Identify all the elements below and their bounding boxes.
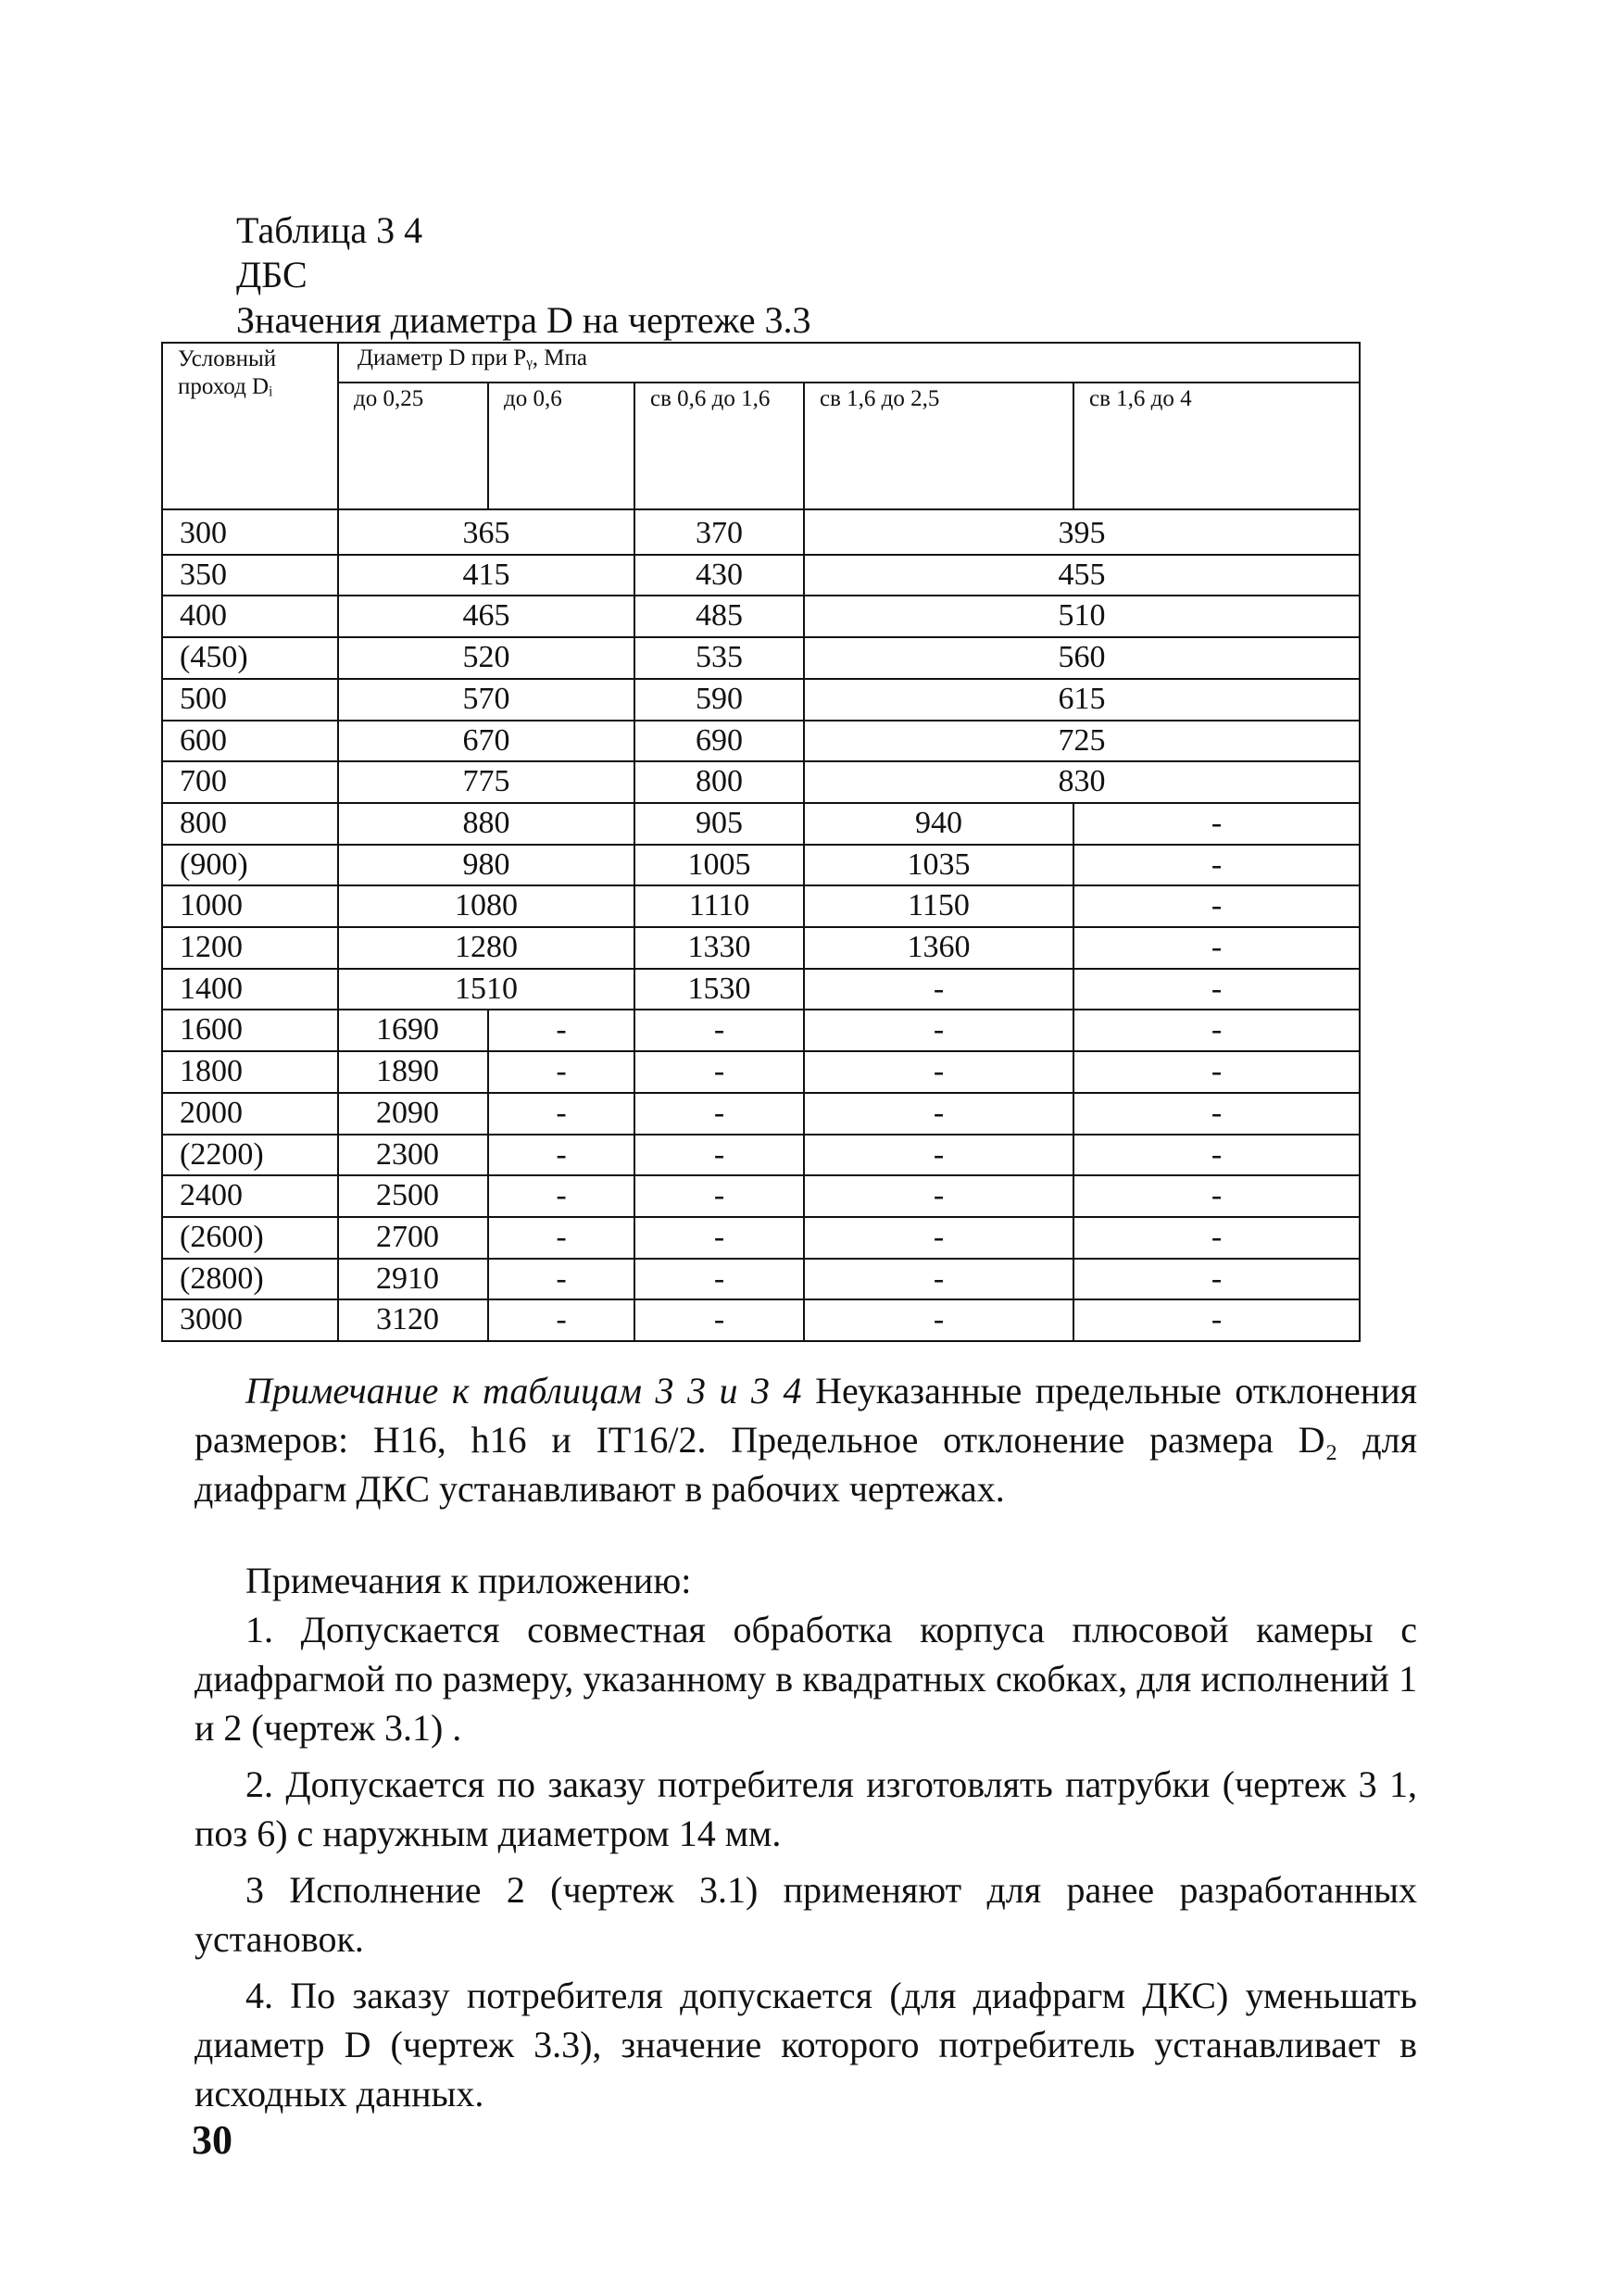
- note-to-tables: [195, 1366, 1417, 1513]
- cell-upto-06: 1510: [338, 969, 634, 1010]
- cell-upto-025: 3120: [338, 1299, 488, 1341]
- cell-upto-025: 2700: [338, 1217, 488, 1259]
- table-header-row: [162, 343, 1360, 383]
- note-text: Неуказанные предельные отклонения размеров: H16, h16 и IT16/2. Предельное отклонение размера D₂ для диафрагм ДКС устанавливают в рабочих чертежах.: [195, 1370, 1418, 1510]
- appendix-note-4: 4. По заказу потребителя допускается (для диафрагм ДКС) уменьшать диаметр D (чертеж 3.3), значение которого потребитель устанавливает в исходных данных.: [195, 1975, 1417, 2114]
- cell-nominal-bore: 300: [162, 509, 338, 555]
- cell-16-4: 510: [804, 596, 1360, 637]
- cell-06-16: -: [634, 1093, 804, 1135]
- cell-16-4: -: [1073, 803, 1360, 845]
- cell-16-4: -: [1073, 1135, 1360, 1176]
- cell-upto-025: 2090: [338, 1093, 488, 1135]
- cell-nominal-bore: 700: [162, 761, 338, 803]
- cell-upto-025: 2300: [338, 1135, 488, 1176]
- cell-upto-06: -: [488, 1299, 634, 1341]
- cell-upto-06: 1080: [338, 885, 634, 927]
- cell-upto-025: 2910: [338, 1259, 488, 1300]
- cell-16-4: -: [1073, 1217, 1360, 1259]
- cell-nominal-bore: 1600: [162, 1010, 338, 1051]
- cell-nominal-bore: (2800): [162, 1259, 338, 1300]
- cell-nominal-bore: 600: [162, 721, 338, 762]
- cell-16-4: 830: [804, 761, 1360, 803]
- table-row: [162, 885, 1360, 927]
- cell-upto-06: -: [488, 1010, 634, 1051]
- cell-16-4: -: [1073, 927, 1360, 969]
- diameter-table: [161, 342, 1361, 1342]
- table-row: [162, 509, 1360, 555]
- cell-06-16: 905: [634, 803, 804, 845]
- table-row: [162, 637, 1360, 679]
- cell-upto-025: 2500: [338, 1175, 488, 1217]
- cell-06-16: 1005: [634, 845, 804, 886]
- cell-16-25: -: [804, 1093, 1073, 1135]
- header-diameter-group: Диаметр D при Pᵧ, Мпа: [338, 343, 1360, 383]
- cell-06-16: 1530: [634, 969, 804, 1010]
- note-label: Примечание к таблицам 3 3 и 3 4: [245, 1370, 802, 1411]
- cell-16-25: 940: [804, 803, 1073, 845]
- cell-upto-06: -: [488, 1051, 634, 1093]
- appendix-notes: [195, 1556, 1417, 2118]
- cell-16-4: -: [1073, 885, 1360, 927]
- header-upto-025: до 0,25: [338, 383, 488, 509]
- cell-nominal-bore: 2000: [162, 1093, 338, 1135]
- appendix-note-3: 3 Исполнение 2 (чертеж 3.1) применяют для ранее разработанных установок.: [195, 1869, 1417, 1960]
- cell-nominal-bore: (2200): [162, 1135, 338, 1176]
- table-abbrev: ДБС: [236, 254, 307, 295]
- cell-06-16: 1110: [634, 885, 804, 927]
- cell-06-16: 690: [634, 721, 804, 762]
- header-upto-06: до 0,6: [488, 383, 634, 509]
- table-row: [162, 845, 1360, 886]
- cell-nominal-bore: 400: [162, 596, 338, 637]
- cell-06-16: -: [634, 1259, 804, 1300]
- cell-16-4: -: [1073, 1051, 1360, 1093]
- cell-upto-06: 775: [338, 761, 634, 803]
- cell-nominal-bore: 2400: [162, 1175, 338, 1217]
- cell-upto-06: 670: [338, 721, 634, 762]
- cell-upto-06: -: [488, 1259, 634, 1300]
- table-row: [162, 761, 1360, 803]
- appendix-heading: Примечания к приложению:: [245, 1560, 692, 1601]
- cell-16-4: 615: [804, 679, 1360, 721]
- table-row: [162, 1093, 1360, 1135]
- cell-upto-06: 570: [338, 679, 634, 721]
- header-06-16: св 0,6 до 1,6: [634, 383, 804, 509]
- cell-upto-06: 1280: [338, 927, 634, 969]
- cell-nominal-bore: 350: [162, 555, 338, 596]
- table-title: Значения диаметра D на чертеже 3.3: [236, 299, 811, 341]
- cell-16-4: 725: [804, 721, 1360, 762]
- cell-06-16: 535: [634, 637, 804, 679]
- cell-nominal-bore: (2600): [162, 1217, 338, 1259]
- cell-16-4: -: [1073, 1093, 1360, 1135]
- cell-upto-06: 980: [338, 845, 634, 886]
- cell-16-25: -: [804, 1051, 1073, 1093]
- cell-16-25: -: [804, 1217, 1073, 1259]
- cell-06-16: 590: [634, 679, 804, 721]
- cell-16-4: 455: [804, 555, 1360, 596]
- table-row: [162, 969, 1360, 1010]
- cell-upto-06: 520: [338, 637, 634, 679]
- cell-16-25: -: [804, 1175, 1073, 1217]
- cell-upto-06: 465: [338, 596, 634, 637]
- cell-upto-06: -: [488, 1093, 634, 1135]
- cell-16-25: -: [804, 969, 1073, 1010]
- cell-06-16: 1330: [634, 927, 804, 969]
- cell-nominal-bore: 800: [162, 803, 338, 845]
- cell-06-16: -: [634, 1010, 804, 1051]
- cell-06-16: 485: [634, 596, 804, 637]
- cell-nominal-bore: 1000: [162, 885, 338, 927]
- cell-16-4: -: [1073, 969, 1360, 1010]
- cell-16-4: -: [1073, 1010, 1360, 1051]
- cell-16-25: 1035: [804, 845, 1073, 886]
- table-row: [162, 555, 1360, 596]
- table-row: [162, 596, 1360, 637]
- cell-nominal-bore: 1800: [162, 1051, 338, 1093]
- table-row: [162, 1259, 1360, 1300]
- cell-06-16: 370: [634, 509, 804, 555]
- header-16-25: св 1,6 до 2,5: [804, 383, 1073, 509]
- cell-nominal-bore: (450): [162, 637, 338, 679]
- cell-16-4: 560: [804, 637, 1360, 679]
- cell-upto-025: 1690: [338, 1010, 488, 1051]
- cell-06-16: -: [634, 1175, 804, 1217]
- cell-06-16: -: [634, 1135, 804, 1176]
- cell-upto-06: -: [488, 1217, 634, 1259]
- table-subheader-row: [162, 383, 1360, 509]
- cell-upto-06: 365: [338, 509, 634, 555]
- cell-16-25: 1150: [804, 885, 1073, 927]
- appendix-note-1: 1. Допускается совместная обработка корпуса плюсовой камеры с диафрагмой по размеру, указанному в квадратных скобках, для исполнений 1 и 2 (чертеж 3.1) .: [195, 1609, 1417, 1749]
- cell-16-4: -: [1073, 845, 1360, 886]
- cell-06-16: 430: [634, 555, 804, 596]
- cell-16-25: 1360: [804, 927, 1073, 969]
- cell-nominal-bore: 1200: [162, 927, 338, 969]
- table-row: [162, 721, 1360, 762]
- cell-nominal-bore: 500: [162, 679, 338, 721]
- cell-upto-06: -: [488, 1175, 634, 1217]
- table-row: [162, 1175, 1360, 1217]
- table-row: [162, 1135, 1360, 1176]
- cell-16-4: -: [1073, 1175, 1360, 1217]
- table-number: Таблица 3 4: [236, 209, 423, 251]
- header-16-4: св 1,6 до 4: [1073, 383, 1360, 509]
- table-row: [162, 927, 1360, 969]
- page-number: 30: [192, 2117, 232, 2163]
- cell-06-16: -: [634, 1051, 804, 1093]
- table-row: [162, 803, 1360, 845]
- cell-upto-025: 1890: [338, 1051, 488, 1093]
- table-row: [162, 1299, 1360, 1341]
- cell-16-25: -: [804, 1299, 1073, 1341]
- cell-06-16: 800: [634, 761, 804, 803]
- cell-upto-06: 415: [338, 555, 634, 596]
- cell-upto-06: 880: [338, 803, 634, 845]
- cell-16-25: -: [804, 1259, 1073, 1300]
- cell-06-16: -: [634, 1299, 804, 1341]
- cell-nominal-bore: 3000: [162, 1299, 338, 1341]
- cell-16-4: -: [1073, 1299, 1360, 1341]
- table-row: [162, 679, 1360, 721]
- table-row: [162, 1010, 1360, 1051]
- cell-16-4: 395: [804, 509, 1360, 555]
- cell-16-25: -: [804, 1010, 1073, 1051]
- cell-16-4: -: [1073, 1259, 1360, 1300]
- table-row: [162, 1217, 1360, 1259]
- appendix-note-2: 2. Допускается по заказу потребителя изготовлять патрубки (чертеж 3 1, поз 6) с наружным диаметром 14 мм.: [195, 1763, 1417, 1854]
- cell-upto-06: -: [488, 1135, 634, 1176]
- cell-nominal-bore: 1400: [162, 969, 338, 1010]
- cell-nominal-bore: (900): [162, 845, 338, 886]
- cell-16-25: -: [804, 1135, 1073, 1176]
- header-nominal-bore: Условный проход Dᵢ: [162, 343, 338, 509]
- cell-06-16: -: [634, 1217, 804, 1259]
- table-row: [162, 1051, 1360, 1093]
